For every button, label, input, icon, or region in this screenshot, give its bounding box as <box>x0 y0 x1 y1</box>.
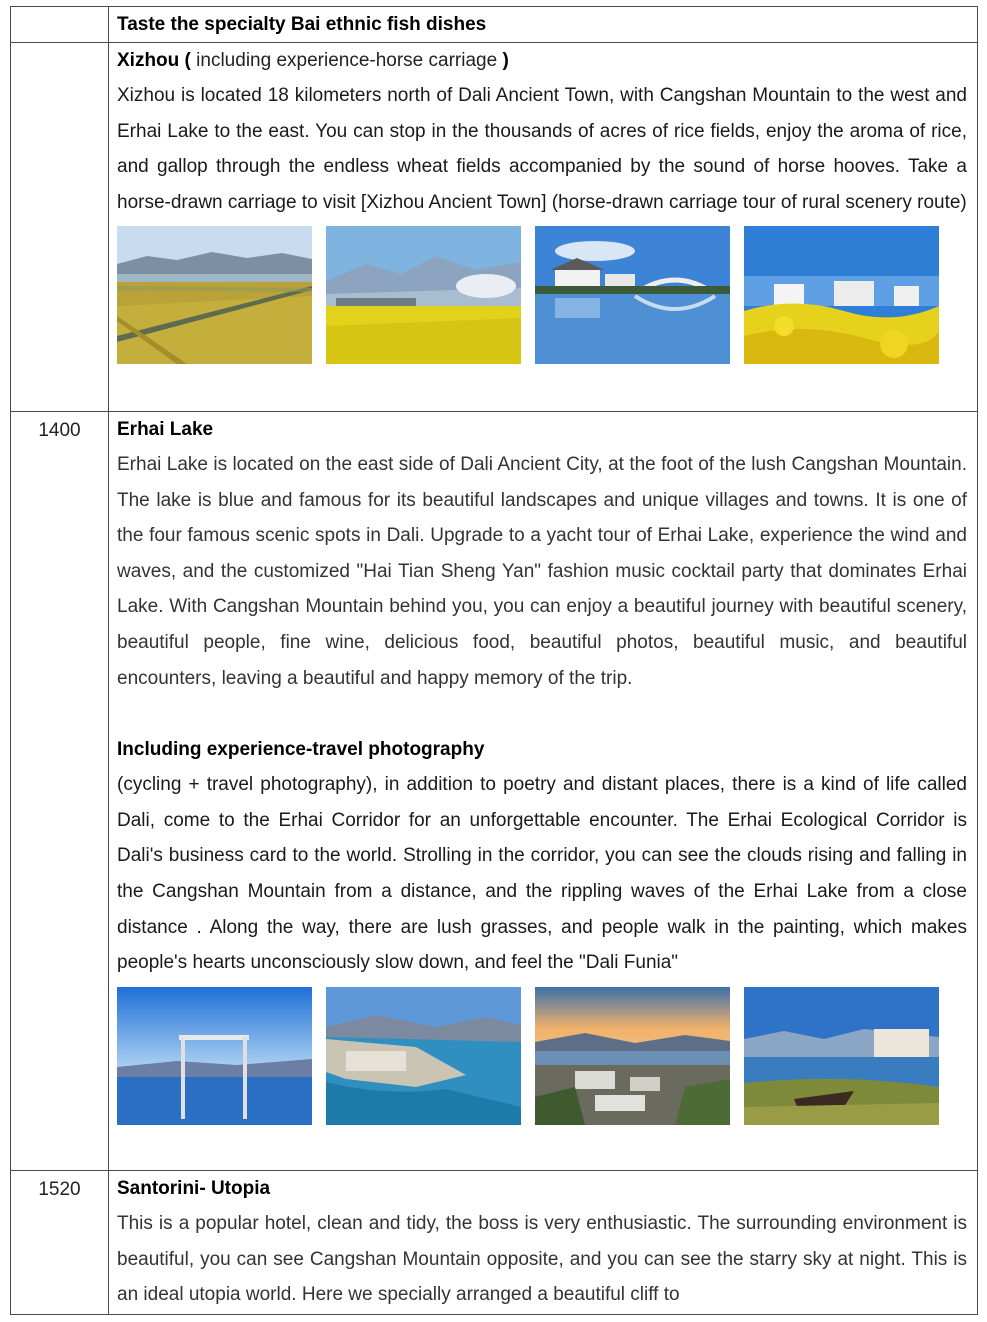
itinerary-table <box>10 6 978 1315</box>
lakeside-town-aerial-photo <box>326 987 521 1125</box>
aerial-rice-fields-photo <box>117 226 312 364</box>
section-title-santorini: Santorini- Utopia <box>117 1178 271 1199</box>
ancient-town-bridge-lake-photo <box>535 226 730 364</box>
table-row <box>11 1171 978 1315</box>
section-subtitle: Including experience-travel photography <box>117 739 485 761</box>
section-body: This is a popular hotel, clean and tidy, the boss is very enthusiastic. The surrounding environment is beautiful, you can see Cangshan Mountain opposite, and you can see the starry sky at night. This is an ideal utopia world. Here we specially arranged a beautiful cliff to <box>117 1213 967 1306</box>
rapeseed-flowers-village-photo <box>744 226 939 364</box>
content-cell <box>109 412 978 1171</box>
table-row <box>11 7 978 43</box>
spacer <box>117 696 967 732</box>
sunset-village-lake-photo <box>535 987 730 1125</box>
time-cell: 1520 <box>11 1171 109 1315</box>
photo-strip <box>117 220 967 372</box>
time-cell: 1400 <box>11 412 109 1171</box>
section-title-xizhou <box>117 43 967 78</box>
section-body: Erhai Lake is located on the east side of Dali Ancient City, at the foot of the lush Cangshan Mountain. The lake is blue and famous for its beautiful landscapes and unique villages and towns. It is one of the four famous scenic spots in Dali. Upgrade to a yacht tour of Erhai Lake, experience the wind and waves, and the customized "Hai Tian Sheng Yan" fashion music cocktail party that dominates Erhai Lake. With Cangshan Mountain behind you, you can enjoy a beautiful journey with beautiful scenery, beautiful people, fine wine, delicious food, beautiful photos, beautiful music, and beautiful encounters, leaving a beautiful and happy memory of the trip. <box>117 454 967 689</box>
section-title: Taste the specialty Bai ethnic fish dishes <box>117 14 487 35</box>
table-row <box>11 412 978 1171</box>
content-cell <box>109 43 978 412</box>
title-text: Xizhou <box>117 50 180 71</box>
time-cell <box>11 7 109 43</box>
table-row <box>11 43 978 412</box>
time-cell <box>11 43 109 412</box>
section-title-erhai: Erhai Lake <box>117 419 214 440</box>
title-paren-close: ) <box>497 50 509 71</box>
content-cell <box>109 1171 978 1315</box>
title-paren-open: ( <box>179 50 197 71</box>
lake-frame-gate-photo <box>117 987 312 1125</box>
title-note: including experience-horse carriage <box>196 50 498 71</box>
rapeseed-field-mountains-photo <box>326 226 521 364</box>
lake-boat-shore-photo <box>744 987 939 1125</box>
section-body-2: (cycling + travel photography), in addition to poetry and distant places, there is a kind of life called Dali, come to the Erhai Corridor for an unforgettable encounter. The Erhai Ecological Corridor is Dali's business card to the world. Strolling in the corridor, you can see the clouds rising and falling in the Cangshan Mountain from a distance, and the rippling waves of the Erhai Lake from a close distance . Along the way, there are lush grasses, and people walk in the painting, which makes people's hearts unconsciously slow down, and feel the "Dali Funia" <box>117 774 967 974</box>
content-cell <box>109 7 978 43</box>
photo-strip <box>117 981 967 1133</box>
section-body: Xizhou is located 18 kilometers north of Dali Ancient Town, with Cangshan Mountain to the west and Erhai Lake to the east. You can stop in the thousands of acres of rice fields, enjoy the aroma of rice, and gallop through the endless wheat fields accompanied by the sound of horse hooves. Take a horse-drawn carriage to visit [Xizhou Ancient Town] (horse-drawn carriage tour of rural scenery route) <box>117 85 967 213</box>
